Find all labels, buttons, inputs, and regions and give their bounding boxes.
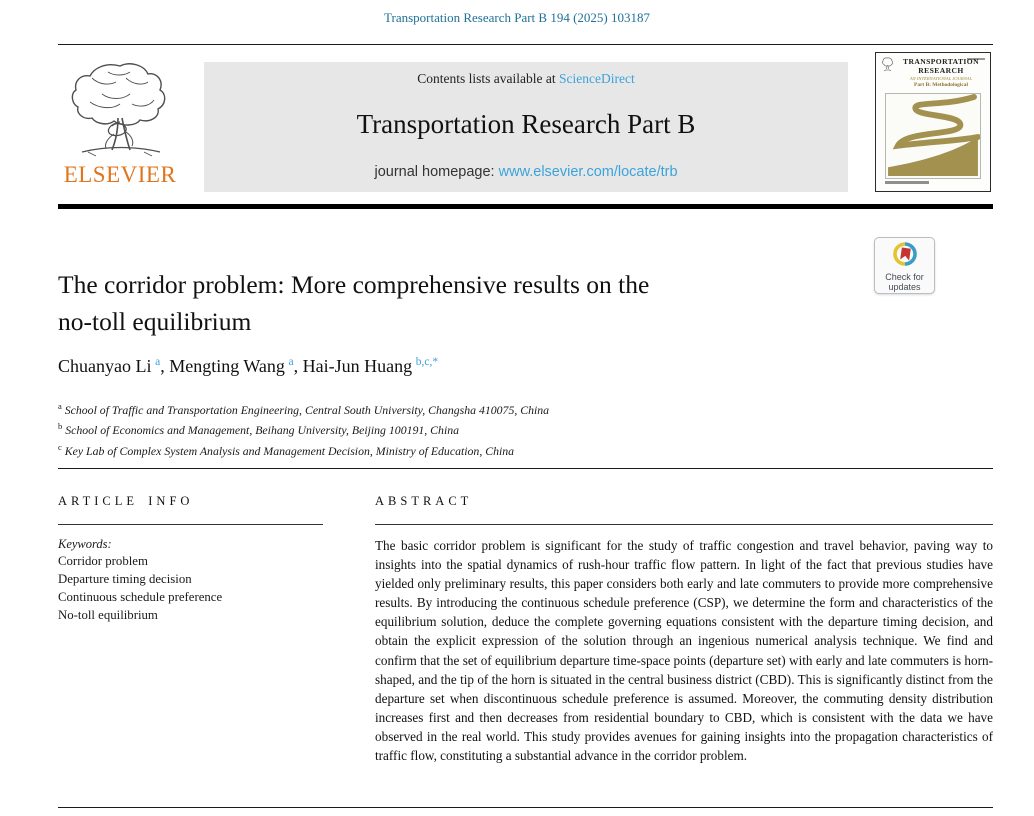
winding-road-icon xyxy=(886,94,980,178)
page-bottom-rule xyxy=(58,807,993,808)
journal-banner xyxy=(204,62,848,192)
affiliation-row: $^a$ School of Traffic and Transportation Engineering, Central South University, Changsha 410075, China xyxy=(58,401,550,417)
homepage-prefix: journal homepage: xyxy=(374,164,499,180)
elsevier-wordmark: ELSEVIER xyxy=(63,162,177,187)
banner-bottom-rule xyxy=(58,204,993,209)
article-info-rule xyxy=(58,524,323,525)
author-affiliation-sup: a xyxy=(155,356,161,368)
cover-part-label: Part B: Methodological xyxy=(914,82,968,88)
author: Chuanyao Li $^a$, xyxy=(58,356,170,376)
crossmark-icon xyxy=(891,241,919,267)
cover-footer-text-bar xyxy=(885,181,929,184)
author-list xyxy=(58,356,838,377)
citation-link[interactable]: Transportation Research Part B 194 (2025) 103187 xyxy=(384,10,650,25)
author: Mengting Wang $^a$, xyxy=(169,356,303,376)
keyword-item: No-toll equilibrium xyxy=(58,608,158,622)
check-for-updates-badge[interactable] xyxy=(874,237,935,294)
keywords-label: Keywords: xyxy=(58,537,112,551)
header-top-rule xyxy=(58,44,993,45)
contents-line xyxy=(204,71,848,87)
affiliation-row: $^b$ School of Economics and Management, Beihang University, Beijing 100191, China xyxy=(58,421,460,438)
author-affiliation-sup[interactable]: b,c,* xyxy=(415,356,439,368)
cover-journal-title: TRANSPORTATION RESEARCH xyxy=(903,57,979,75)
contents-prefix: Contents lists available at xyxy=(417,71,559,86)
elsevier-tree-icon xyxy=(68,60,172,160)
sciencedirect-link[interactable]: ScienceDirect xyxy=(559,71,635,86)
cover-subtitle: AN INTERNATIONAL JOURNAL xyxy=(909,76,973,81)
journal-title: Transportation Research Part B xyxy=(356,109,696,139)
keyword-item: Corridor problem xyxy=(58,554,148,568)
abstract-section xyxy=(375,494,993,765)
journal-homepage-link[interactable]: www.elsevier.com/locate/trb xyxy=(498,164,678,180)
keyword-item: Continuous schedule preference xyxy=(58,590,223,604)
affiliations xyxy=(58,398,858,459)
homepage-line xyxy=(204,164,848,180)
article-info-heading: ARTICLE INFO xyxy=(58,494,194,508)
cover-elsevier-mark-icon xyxy=(881,57,894,72)
keyword-item: Departure timing decision xyxy=(58,572,192,586)
badge-label: Check for updates xyxy=(885,272,924,292)
affiliation-row: $^c$ Key Lab of Complex System Analysis and Management Decision, Ministry of Education, China xyxy=(58,441,515,458)
running-head-citation xyxy=(0,10,1034,26)
abstract-rule xyxy=(375,524,993,525)
author: Hai-Jun Huang $^{b,c,*}$ xyxy=(302,356,439,376)
section-divider-rule xyxy=(58,468,993,469)
journal-cover-thumbnail[interactable] xyxy=(875,52,991,192)
article-info-section xyxy=(58,494,323,624)
author-affiliation-sup: a xyxy=(288,356,294,368)
abstract-text: The basic corridor problem is significant for the study of traffic congestion and travel behavior, paving way to insights into the spatial dynamics of rush-hour traffic flow pattern. In light of the fact that previous studies have yielded only preliminary results, this paper considers both early and late commuters to provide more comprehensive results. By introducing the continuous schedule preference (CSP), we determine the form and characteristics of the equilibrium solution, deduce the complete governing equations consistent with the departure timing decision, and obtain the explicit expression of the solution through an ingenious numerical analysis technique. We find and confirm that the set of equilibrium departure time-space points (departure set) with early and late commuters is horn-shaped, and the tip of the horn is situated in the central business district (CBD). This is significantly distinct from the departure set when discontinuous schedule preference is assumed. Moreover, the commuting density distribution increases first and then decreases from residential boundary to CBD, which is consistent with the data we have observed in the real world. This study provides avenues for gaining insights into the propagation characteristics of traffic flow, constituting a substantial advance in the corridor problem. xyxy=(375,538,993,764)
cover-road-image xyxy=(885,93,981,179)
abstract-heading: ABSTRACT xyxy=(375,494,473,508)
article-title: The corridor problem: More comprehensive results on the no-toll equilibrium xyxy=(58,270,650,336)
elsevier-logo xyxy=(58,60,182,192)
